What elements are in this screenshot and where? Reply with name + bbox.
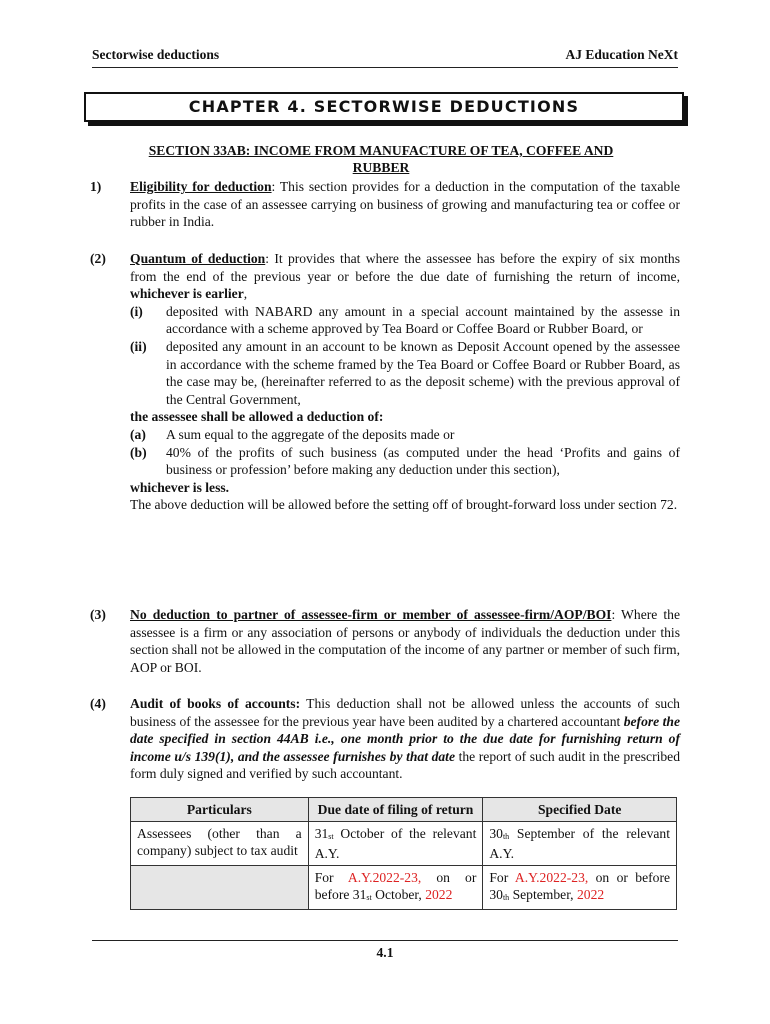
item-text: : It provides that where the assessee has before the expiry of six months from the end of the previous year or before the due date of furnishing the return of income, — [130, 251, 680, 284]
item-text-end: , — [243, 286, 248, 302]
cell-particulars: Assessees (other than a company) subject to tax audit — [131, 822, 309, 866]
item-number: (3) — [90, 607, 106, 622]
table-header-row — [131, 798, 677, 822]
item-heading: Audit of books of accounts: — [130, 696, 301, 711]
cell-specified-date-ay — [483, 866, 677, 910]
sub-text: 40% of the profits of such business (as computed under the head ‘Profits and gains of business or profession’ before making any deduction under this section), — [166, 444, 680, 478]
due-month: October, — [371, 887, 426, 902]
sub-text: deposited any amount in an account to be known as Deposit Account opened by the assessee in accordance with the scheme framed by the Tea Board or Coffee Board or Rubber Board, as the case may be, (hereinafter referred to as the deposit scheme) with the previous approval of the Central Government, — [166, 338, 680, 407]
table-row — [131, 822, 677, 866]
sub-item-b — [130, 444, 680, 479]
item-intro — [130, 250, 680, 303]
due-mid: on or before 31 — [314, 870, 477, 902]
sub-item-ii — [130, 338, 680, 408]
due-day: 31 — [314, 826, 329, 841]
item-text-end: the report of such audit in the prescribed form duly signed and verified by such accountant. — [130, 748, 680, 782]
spec-suffix: th — [502, 893, 510, 902]
sub-item-i — [130, 303, 680, 338]
table-header-particulars: Particulars — [131, 798, 309, 822]
section-title-line2: RUBBER — [352, 160, 410, 175]
item-text-bold: whichever is earlier — [130, 286, 244, 302]
section-title-line1: SECTION 33AB: INCOME FROM MANUFACTURE OF TEA, COFFEE AND — [148, 143, 614, 158]
sub-label: (a) — [130, 426, 146, 442]
item-text-bold-italic: before the date specified in section 44AB i.e., one month prior to the due date for furnishing return of income u/s 139(1), and the assessee furnishes by that date — [130, 713, 680, 764]
setoff-note: The above deduction will be allowed before the setting off of brought-forward loss under section 72. — [130, 497, 678, 513]
allowed-line: the assessee shall be allowed a deduction of: — [130, 409, 384, 425]
spec-month: September, — [509, 887, 577, 902]
spec-text: September of the relevant A.Y. — [489, 826, 670, 861]
footer-rule — [92, 940, 678, 941]
spec-ay: A.Y.2022-23, — [514, 870, 589, 885]
item-body — [130, 606, 680, 676]
item-number: (4) — [90, 696, 106, 711]
spec-mid: on or before 30 — [489, 870, 670, 902]
chapter-title: CHAPTER 4. SECTORWISE DEDUCTIONS — [188, 97, 580, 116]
item-text: : This section provides for a deduction in the computation of the taxable profits in the case of an assessee carrying on business of growing and manufacturing tea or coffee or rubber in India. — [130, 179, 680, 230]
table-header-specified-date: Specified Date — [483, 798, 677, 822]
item-body — [130, 695, 680, 783]
item-heading: Eligibility for deduction — [130, 179, 272, 194]
spec-day: 30 — [489, 826, 503, 841]
item-body — [130, 178, 680, 231]
chapter-title-box — [84, 92, 684, 122]
due-text: October of the relevant A.Y. — [314, 826, 477, 861]
item-no-deduction-partner — [90, 606, 680, 676]
item-number: 1) — [90, 179, 102, 194]
item-audit — [90, 695, 680, 783]
item-body — [130, 250, 680, 514]
spec-day-suffix: th — [502, 832, 510, 841]
item-heading: Quantum of deduction — [130, 251, 266, 266]
table-header-due-date: Due date of filing of return — [308, 798, 483, 822]
header-right: AJ Education NeXt — [565, 47, 678, 62]
due-year: 2022 — [425, 887, 453, 902]
cell-specified-date — [483, 822, 677, 866]
due-pre: For — [314, 870, 348, 885]
item-text: : Where the assessee is a firm or any association of persons or anybody of individuals the deduction under this section shall not be allowed in the computation of the income of any partner or member of such firm, AOP or BOI. — [130, 607, 681, 675]
due-day-suffix: st — [328, 832, 334, 841]
table-row — [131, 866, 677, 910]
cell-due-date — [308, 822, 483, 866]
sub-label: (b) — [130, 444, 147, 460]
page-header — [92, 45, 678, 68]
due-date-table — [130, 797, 677, 910]
header-left: Sectorwise deductions — [92, 47, 220, 62]
section-title — [96, 142, 666, 176]
item-text: This deduction shall not be allowed unless the accounts of such business of the assessee for the previous year have been audited by a chartered accountant — [130, 696, 680, 729]
spec-pre: For — [489, 870, 515, 885]
whichever-line: whichever is less. — [130, 479, 230, 495]
sub-text: A sum equal to the aggregate of the deposits made or — [166, 426, 455, 442]
item-heading: No deduction to partner of assessee-firm or member of assessee-firm/AOP/BOI — [130, 607, 612, 622]
page-number: 4.1 — [376, 945, 394, 960]
item-eligibility — [90, 178, 680, 231]
item-number: (2) — [90, 251, 106, 266]
item-quantum — [90, 250, 680, 514]
cell-blank — [131, 866, 309, 910]
sub-text: deposited with NABARD any amount in a special account maintained by the assesse in accordance with a scheme approved by Tea Board or Coffee Board or Rubber Board, or — [166, 303, 680, 337]
due-suffix: st — [366, 893, 372, 902]
due-ay: A.Y.2022-23, — [347, 870, 422, 885]
sub-item-a — [130, 426, 680, 444]
cell-due-date-ay — [308, 866, 483, 910]
sub-label: (i) — [130, 303, 143, 319]
sub-label: (ii) — [130, 338, 147, 354]
spec-year: 2022 — [576, 887, 605, 902]
